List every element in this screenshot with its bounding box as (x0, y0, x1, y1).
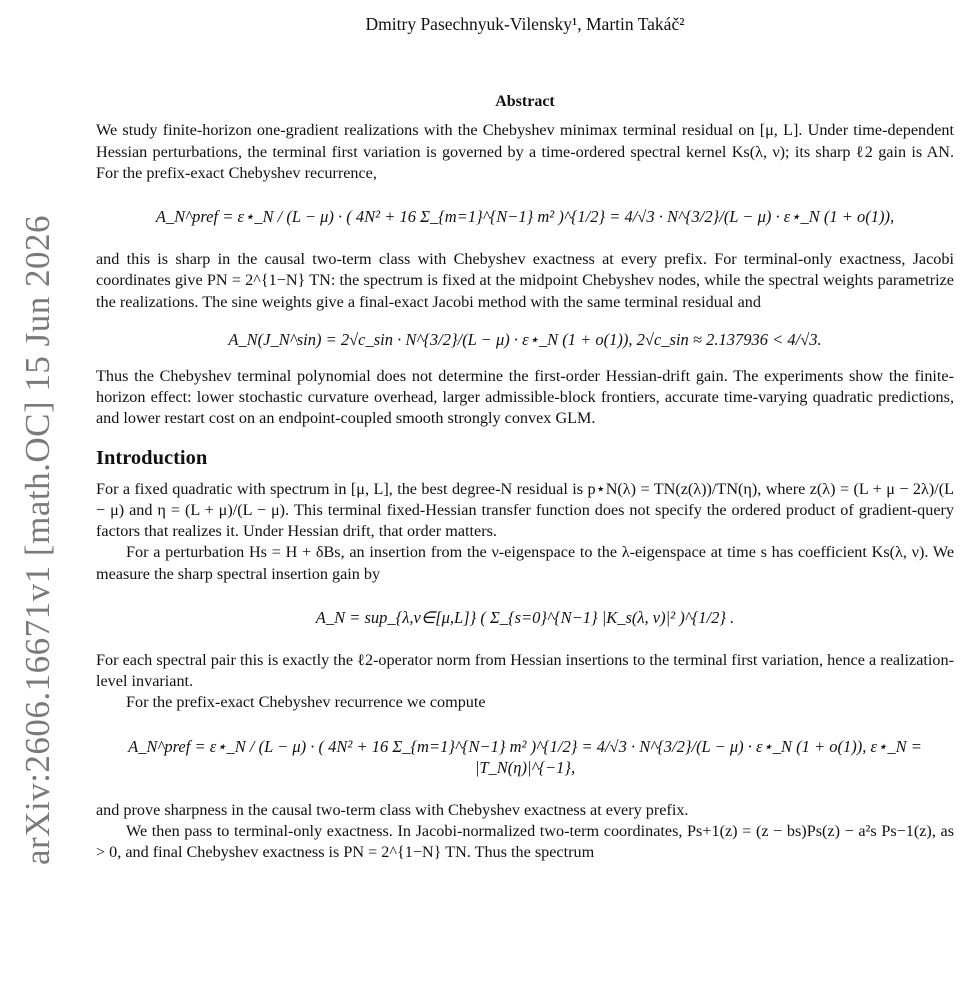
arxiv-identifier (8, 160, 68, 920)
paper-page (96, 8, 954, 864)
intro-paragraph-5: and prove sharpness in the causal two-term class with Chebyshev exactness at every prefix. (96, 801, 689, 820)
intro-paragraph-4: For the prefix-exact Chebyshev recurrence we compute (126, 693, 486, 712)
introduction-heading: Introduction (96, 446, 208, 469)
author-line: Dmitry Pasechnyuk-Vilensky¹, Martin Takáč² (365, 14, 685, 34)
abstract-paragraph-3: Thus the Chebyshev terminal polynomial does not determine the first-order Hessian-drift gain. The experiments show the finite-horizon effect: lower stochastic curvature overhead, larger admissible-block frontiers, accurate time-varying quadratic predictions, and lower restart cost on an endpoint-coupled smooth strongly convex GLM. (96, 367, 954, 428)
intro-paragraph-3: For each spectral pair this is exactly the ℓ2-operator norm from Hessian insertions to the terminal first variation, hence a realization-level invariant. (96, 651, 954, 691)
abstract-equation-1: A_N^pref = ε⋆_N / (L − μ) · ( 4N² + 16 Σ_{m=1}^{N−1} m² )^{1/2} = 4/√3 · N^{3/2}/(L − μ) · ε⋆_N (1 + o(1)), (155, 207, 895, 227)
arxiv-identifier-text: arXiv:2606.16671v1 [math.OC] 15 Jun 2026 (18, 215, 58, 865)
intro-equation-1: A_N = sup_{λ,ν∈[μ,L]} ( Σ_{s=0}^{N−1} |K_s(λ, ν)|² )^{1/2} . (315, 607, 735, 627)
intro-equation-2: A_N^pref = ε⋆_N / (L − μ) · ( 4N² + 16 Σ_{m=1}^{N−1} m² )^{1/2} = 4/√3 · N^{3/2}/(L − μ) · ε⋆_N (1 + o(1)), ε⋆_N = |T_N(η)|^{−1}, (128, 736, 922, 777)
abstract-paragraph-1: We study finite-horizon one-gradient realizations with the Chebyshev minimax terminal residual on [μ, L]. Under time-dependent Hessian perturbations, the terminal first variation is governed by a time-ordered spectral kernel Ks(λ, ν); its sharp ℓ2 gain is AN. For the prefix-exact Chebyshev recurrence, (96, 121, 954, 182)
intro-paragraph-2: For a perturbation Hs = H + δBs, an insertion from the ν-eigenspace to the λ-eigenspace at time s has coefficient Ks(λ, ν). We measure the sharp spectral insertion gain by (96, 543, 955, 583)
abstract-heading: Abstract (495, 93, 555, 111)
abstract-paragraph-2: and this is sharp in the causal two-term class with Chebyshev exactness at every prefix. For terminal-only exactness, Jacobi coordinates give PN = 2^{1−N} TN: the spectrum is fixed at the midpoint Chebyshev nodes, while the spectral weights parametrize the realizations. The sine weights give a final-exact Jacobi method with the same terminal residual and (96, 250, 954, 311)
intro-paragraph-6: We then pass to terminal-only exactness. In Jacobi-normalized two-term coordinates, Ps+1(z) = (z − bs)Ps(z) − a²s Ps−1(z), as > 0, and final Chebyshev exactness is PN = 2^{1−N} TN. Thus the spectrum (96, 822, 954, 862)
intro-paragraph-1: For a fixed quadratic with spectrum in [μ, L], the best degree-N residual is p⋆N(λ) = TN(z(λ))/TN(η), where z(λ) = (L + μ − 2λ)/(L − μ) and η = (L + μ)/(L − μ). This terminal fixed-Hessian transfer function does not specify the ordered product of gradient-query factors that realizes it. Under Hessian drift, that order matters. (96, 479, 954, 541)
abstract-equation-2: A_N(J_N^sin) = 2√c_sin · N^{3/2}/(L − μ) · ε⋆_N (1 + o(1)), 2√c_sin ≈ 2.137936 < 4/√3. (228, 329, 822, 349)
